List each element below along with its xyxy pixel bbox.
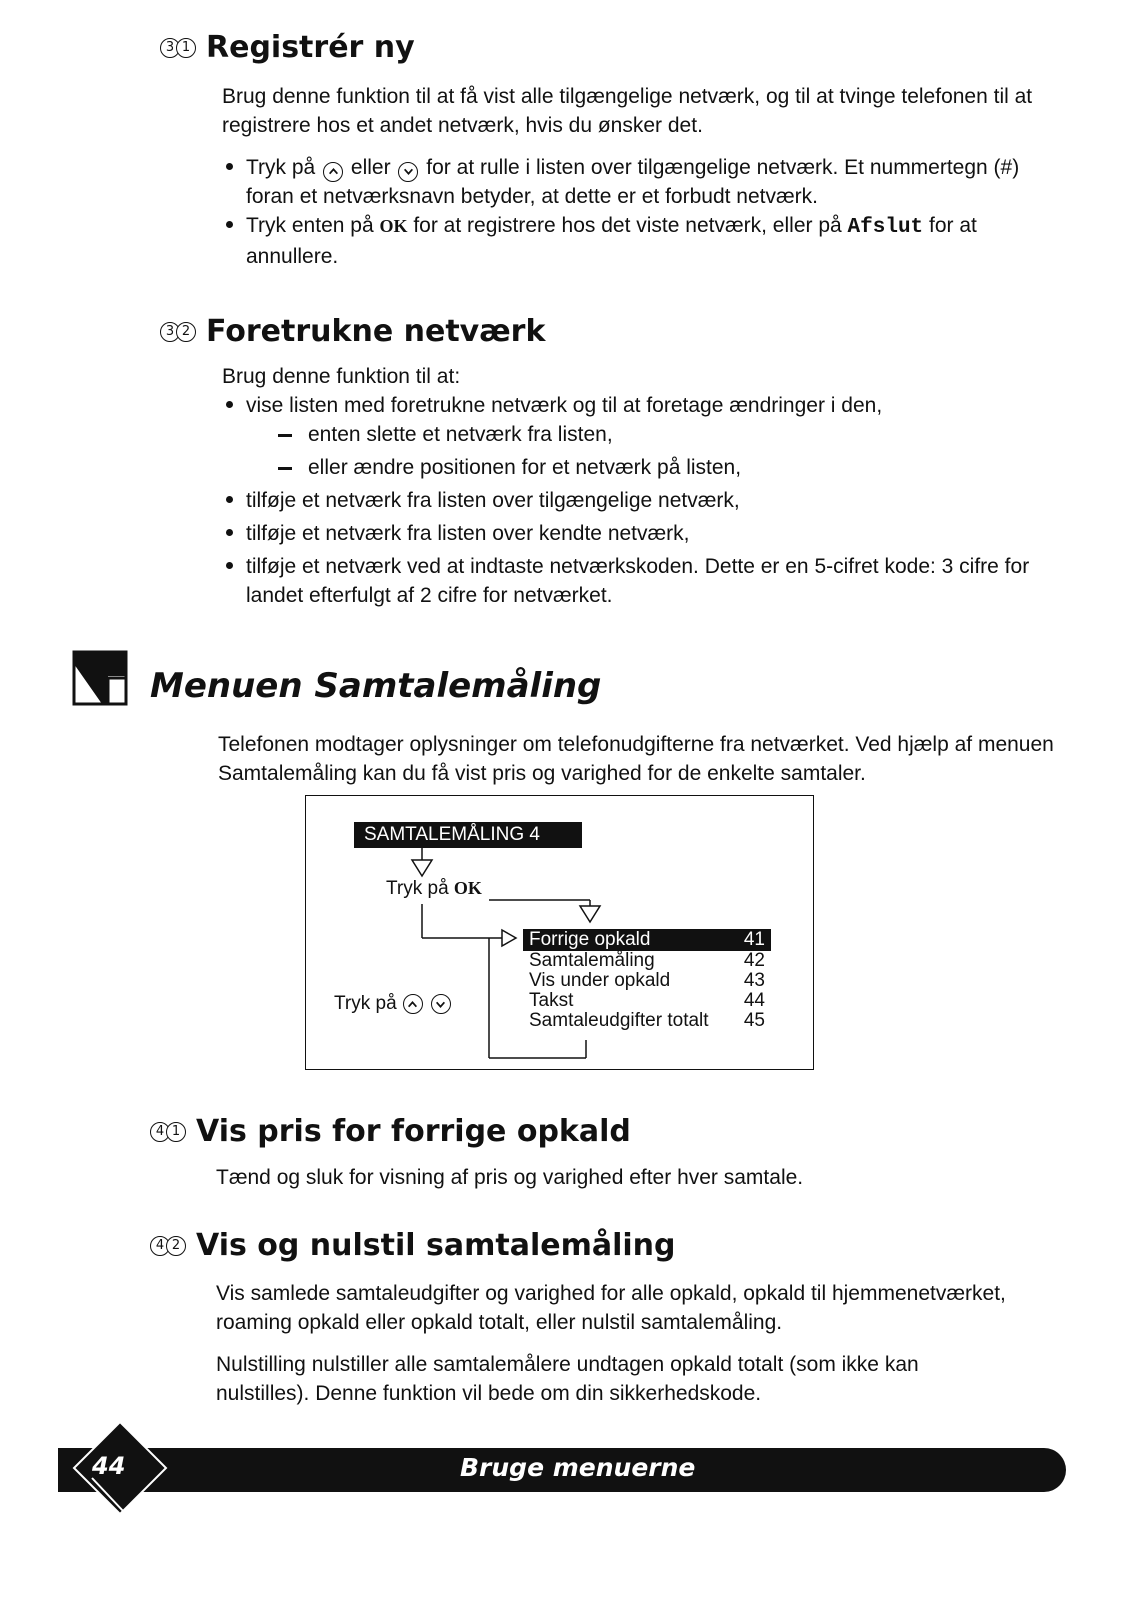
list-item: tilføje et netværk fra listen over kendte netværk, — [222, 519, 1072, 548]
section-3-2-intro: Brug denne funktion til at: — [222, 365, 461, 388]
section-3-1-bullets — [222, 153, 1072, 271]
section-4-1-title: Vis pris for forrige opkald — [196, 1114, 631, 1149]
list-item: Samtaleudgifter totalt 45 — [529, 1010, 765, 1031]
section-4-2-heading — [150, 1228, 676, 1263]
down-arrow-icon — [398, 162, 418, 182]
section-3-1-title: Registrér ny — [206, 30, 415, 65]
up-arrow-icon — [323, 162, 343, 182]
list-item: vise listen med foretrukne netværk og til at foretage ændringer i den, — [222, 391, 1072, 420]
diagram-menu-list — [523, 929, 771, 1031]
menu-intro: Telefonen modtager oplysninger om telefonudgifterne fra netværket. Ved hjælp af menuen Samtalemåling kan du få vist pris og varighed for de enkelte samtaler. — [218, 733, 1054, 785]
diagram-press-ok: Tryk på OK — [386, 878, 482, 899]
list-item: Tryk enten på OK for at registrere hos det viste netværk, eller på Afslut for at annullere. — [222, 211, 1072, 271]
section-3-2-heading — [160, 314, 545, 349]
diagram-menu-header: SAMTALEMÅLING 4 — [354, 822, 582, 848]
section-4-1-text: Tænd og sluk for visning af pris og varighed efter hver samtale. — [216, 1166, 804, 1189]
list-item: tilføje et netværk fra listen over tilgængelige netværk, — [222, 486, 1072, 515]
section-4-1-heading — [150, 1114, 631, 1149]
sub-list-item: enten slette et netværk fra listen, — [278, 420, 1072, 449]
section-4-2-p1: Vis samlede samtaleudgifter og varighed for alle opkald, opkald til hjemmenetværket, roaming opkald eller opkald totalt, eller nulstil samtalemåling. — [216, 1282, 1006, 1334]
list-item: Forrige opkald 41 — [523, 929, 771, 951]
section-3-1-heading — [160, 30, 415, 65]
menu-diagram — [305, 795, 814, 1070]
list-item: Samtalemåling 42 — [529, 950, 765, 971]
list-item: Takst 44 — [529, 990, 765, 1011]
menu-number-icon: 3 2 — [160, 322, 196, 342]
footer-title: Bruge menuerne — [460, 1453, 696, 1482]
afslut-key-label: Afslut — [847, 216, 924, 239]
section-3-2-body — [222, 362, 1072, 610]
menu-number-icon: 4 2 — [150, 1236, 186, 1256]
page-number: 44 — [92, 1452, 126, 1480]
diagram-press-nav: Tryk på — [334, 994, 453, 1014]
ok-key-label: OK — [379, 216, 408, 236]
menu-number-icon: 3 1 — [160, 38, 196, 58]
section-3-1-intro: Brug denne funktion til at få vist alle tilgængelige netværk, og til at tvinge telefonen til at registrere hos et andet netværk, hvis du ønsker det. — [222, 85, 1033, 137]
up-arrow-icon — [403, 994, 423, 1014]
sub-list-item: eller ændre positionen for et netværk på listen, — [278, 453, 1072, 482]
list-item: tilføje et netværk ved at indtaste netværkskoden. Dette er en 5-cifret kode: 3 cifre for landet efterfulgt af 2 cifre for netværket. — [222, 552, 1072, 610]
section-4-2-p2: Nulstilling nulstiller alle samtalemålere undtagen opkald totalt (som ikke kan nulstilles). Denne funktion vil bede om din sikkerhedskode. — [216, 1353, 919, 1405]
menu-section-icon — [72, 650, 128, 706]
list-item: Tryk på eller for at rulle i listen over tilgængelige netværk. Et nummertegn (#) foran et netværksnavn betyder, at dette er et forbudt netværk. — [222, 153, 1072, 211]
menu-number-icon: 4 1 — [150, 1122, 186, 1142]
section-4-2-title: Vis og nulstil samtalemåling — [196, 1228, 676, 1263]
down-arrow-icon — [431, 994, 451, 1014]
list-item: Vis under opkald 43 — [529, 970, 765, 991]
section-3-2-title: Foretrukne netværk — [206, 314, 546, 349]
menu-title: Menuen Samtalemåling — [150, 666, 602, 706]
